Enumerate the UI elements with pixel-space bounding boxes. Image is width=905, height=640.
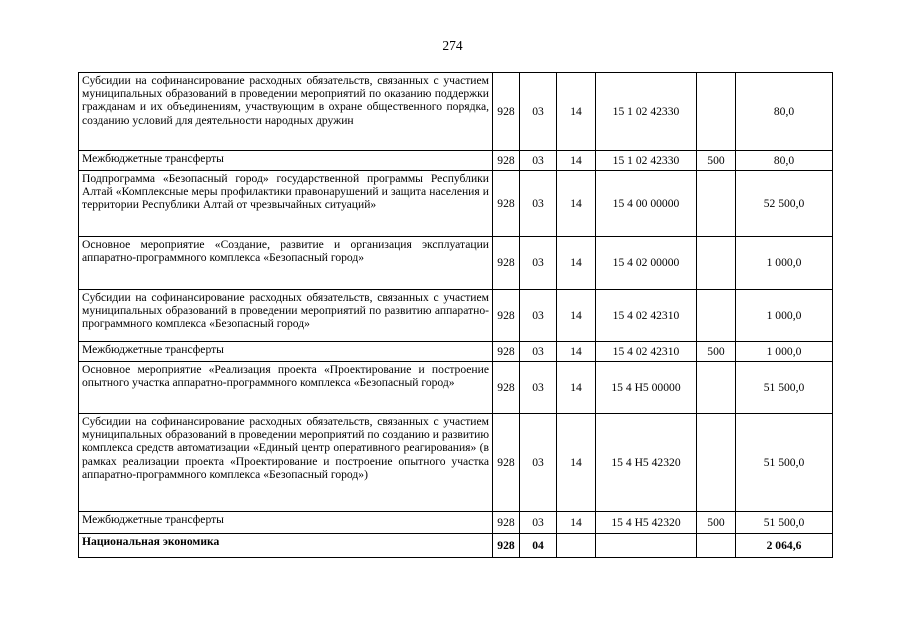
amount-cell: 1 000,0 [736,342,833,362]
target-article-cell: 15 4 00 00000 [596,171,697,237]
row-name-cell: Основное мероприятие «Создание, развитие и организация эксплуатации аппаратно-программного комплекса «Безопасный город» [79,237,493,290]
table-row [79,237,833,290]
ministry-cell: 928 [493,362,520,414]
section-cell: 03 [520,362,557,414]
section-cell: 03 [520,237,557,290]
expense-type-cell [697,534,736,558]
table-row-section-total [79,534,833,558]
ministry-cell: 928 [493,290,520,342]
target-article-cell: 15 4 H5 00000 [596,362,697,414]
table-row [79,362,833,414]
ministry-cell: 928 [493,534,520,558]
subsection-cell: 14 [557,414,596,512]
ministry-cell: 928 [493,512,520,534]
subsection-cell: 14 [557,512,596,534]
ministry-cell: 928 [493,237,520,290]
section-cell: 04 [520,534,557,558]
subsection-cell: 14 [557,237,596,290]
ministry-cell: 928 [493,414,520,512]
row-name-cell: Основное мероприятие «Реализация проекта «Проектирование и построение опытного участка аппаратно-программного комплекса «Безопасный город» [79,362,493,414]
table-row [79,151,833,171]
target-article-cell: 15 4 H5 42320 [596,512,697,534]
row-name-cell: Подпрограмма «Безопасный город» государственной программы Республики Алтай «Комплексные меры профилактики правонарушений и защита населения и территории Республики Алтай от чрезвычайных ситуаций» [79,171,493,237]
expense-type-cell [697,362,736,414]
amount-cell: 2 064,6 [736,534,833,558]
subsection-cell: 14 [557,73,596,151]
table-row [79,342,833,362]
table-row [79,290,833,342]
amount-cell: 52 500,0 [736,171,833,237]
table-row [79,414,833,512]
expense-type-cell [697,290,736,342]
expense-type-cell [697,414,736,512]
amount-cell: 51 500,0 [736,512,833,534]
ministry-cell: 928 [493,342,520,362]
expense-type-cell [697,73,736,151]
subsection-cell: 14 [557,362,596,414]
expense-type-cell [697,237,736,290]
target-article-cell: 15 4 02 42310 [596,290,697,342]
section-cell: 03 [520,151,557,171]
table-row [79,73,833,151]
section-cell: 03 [520,342,557,362]
section-cell: 03 [520,171,557,237]
ministry-cell: 928 [493,151,520,171]
section-cell: 03 [520,512,557,534]
amount-cell: 1 000,0 [736,237,833,290]
table-row [79,512,833,534]
ministry-cell: 928 [493,171,520,237]
row-name-cell: Субсидии на софинансирование расходных обязательств, связанных с участием муниципальных образований в проведении мероприятий по созданию и развитию комплекса средств автоматизации «Единый центр оперативного реагирования» (в рамках реализации проекта «Проектирование и построение опытного участка аппаратно-программного комплекса «Безопасный город») [79,414,493,512]
row-name-cell: Субсидии на софинансирование расходных обязательств, связанных с участием муниципальных образований в проведении мероприятий по оказанию поддержки гражданам и их объединениям, участвующим в охране общественного порядка, созданию условий для деятельности народных дружин [79,73,493,151]
target-article-cell: 15 1 02 42330 [596,151,697,171]
page-number: 274 [442,38,463,53]
subsection-cell [557,534,596,558]
target-article-cell: 15 4 02 00000 [596,237,697,290]
row-name-cell: Межбюджетные трансферты [79,151,493,171]
amount-cell: 80,0 [736,73,833,151]
amount-cell: 51 500,0 [736,414,833,512]
target-article-cell [596,534,697,558]
amount-cell: 51 500,0 [736,362,833,414]
budget-table [78,72,833,558]
row-name-cell: Межбюджетные трансферты [79,342,493,362]
expense-type-cell: 500 [697,151,736,171]
expense-type-cell: 500 [697,342,736,362]
amount-cell: 1 000,0 [736,290,833,342]
ministry-cell: 928 [493,73,520,151]
row-name-cell: Межбюджетные трансферты [79,512,493,534]
expense-type-cell: 500 [697,512,736,534]
subsection-cell: 14 [557,151,596,171]
section-cell: 03 [520,73,557,151]
subsection-cell: 14 [557,342,596,362]
target-article-cell: 15 1 02 42330 [596,73,697,151]
budget-table-body [79,73,833,558]
section-cell: 03 [520,290,557,342]
expense-type-cell [697,171,736,237]
row-name-cell: Субсидии на софинансирование расходных обязательств, связанных с участием муниципальных образований в проведении мероприятий по развитию аппаратно-программного комплекса «Безопасный город» [79,290,493,342]
row-name-cell: Национальная экономика [79,534,493,558]
amount-cell: 80,0 [736,151,833,171]
target-article-cell: 15 4 02 42310 [596,342,697,362]
table-row [79,171,833,237]
subsection-cell: 14 [557,290,596,342]
subsection-cell: 14 [557,171,596,237]
section-cell: 03 [520,414,557,512]
target-article-cell: 15 4 H5 42320 [596,414,697,512]
